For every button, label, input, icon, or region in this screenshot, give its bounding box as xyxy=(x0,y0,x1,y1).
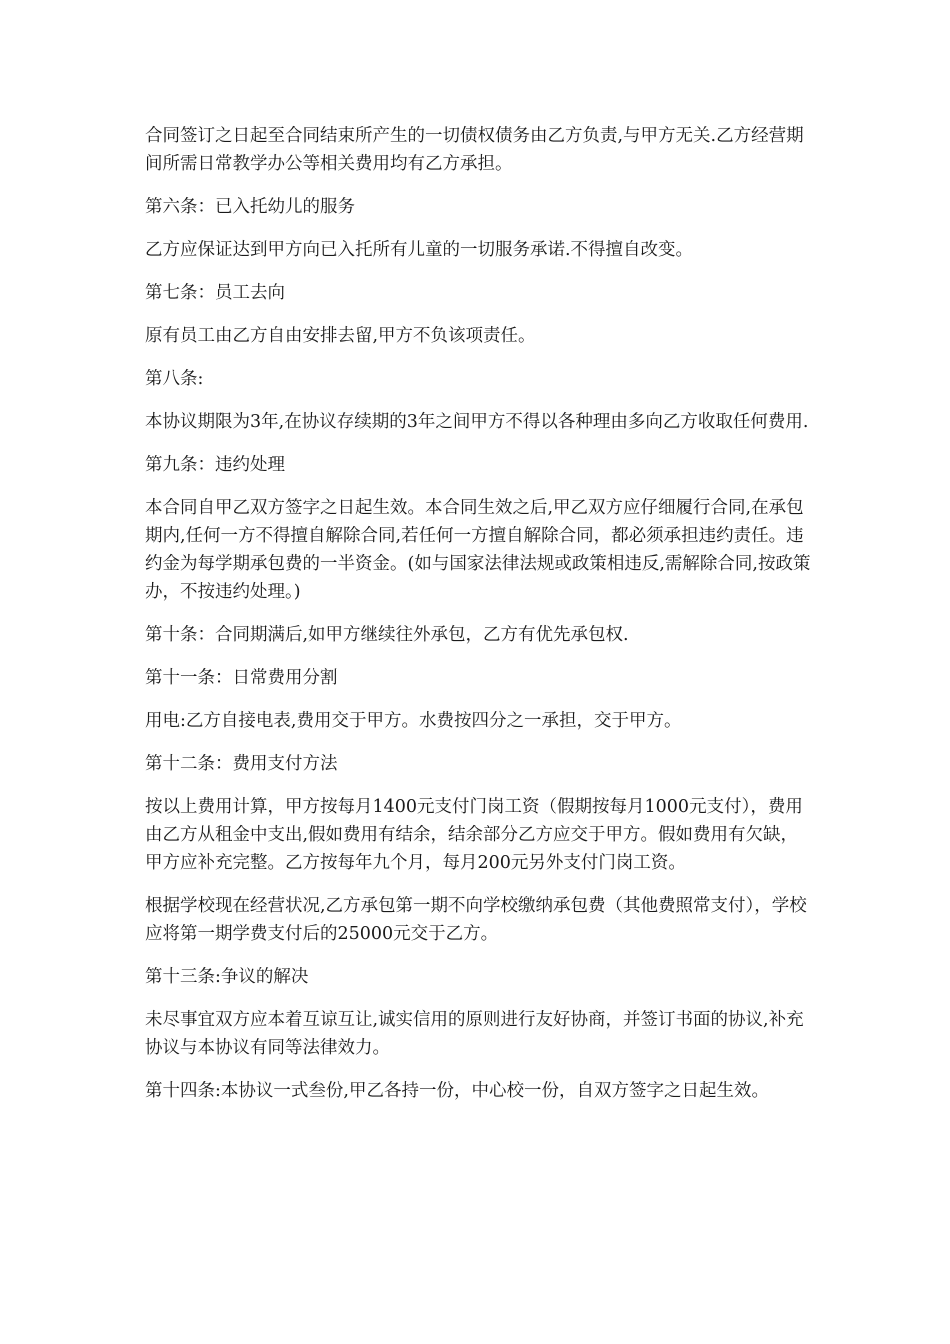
body-paragraph: 按以上费用计算，甲方按每月1400元支付门岗工资（假期按每月1000元支付），费用由乙方从租金中支出,假如费用有结余，结余部分乙方应交于甲方。假如费用有欠缺，甲方应补充完整。乙方按每年九个月，每月200元另外支付门岗工资。 xyxy=(145,797,803,873)
article-heading: 第十三条:争议的解决 xyxy=(145,967,309,987)
body-paragraph: 本协议期限为3年,在协议存续期的3年之间甲方不得以各种理由多向乙方收取任何费用. xyxy=(145,412,809,432)
article-heading: 第十四条:本协议一式叁份,甲乙各持一份，中心校一份，自双方签字之日起生效。 xyxy=(145,1081,769,1101)
article-heading: 第六条：已入托幼儿的服务 xyxy=(145,197,355,217)
body-paragraph: 本合同自甲乙双方签字之日起生效。本合同生效之后,甲乙双方应仔细履行合同,在承包期内,任何一方不得擅自解除合同,若任何一方擅自解除合同，都必须承担违约责任。违约金为每学期承包费的一半资金。(如与国家法律法规或政策相违反,需解除合同,按政策办，不按违约处理。) xyxy=(145,498,811,602)
body-paragraph: 合同签订之日起至合同结束所产生的一切债权债务由乙方负责,与甲方无关.乙方经营期间所需日常教学办公等相关费用均有乙方承担。 xyxy=(145,126,804,174)
body-paragraph: 乙方应保证达到甲方向已入托所有儿童的一切服务承诺.不得擅自改变。 xyxy=(145,240,694,260)
document-page xyxy=(145,122,813,1120)
article-heading: 第七条：员工去向 xyxy=(145,283,285,303)
body-paragraph: 未尽事宜双方应本着互谅互让,诚实信用的原则进行友好协商，并签订书面的协议,补充协议与本协议有同等法律效力。 xyxy=(145,1010,804,1058)
article-heading: 第八条: xyxy=(145,369,204,389)
article-heading: 第十条：合同期满后,如甲方继续往外承包，乙方有优先承包权. xyxy=(145,625,629,645)
body-paragraph: 用电:乙方自接电表,费用交于甲方。水费按四分之一承担，交于甲方。 xyxy=(145,711,682,731)
article-heading: 第九条：违约处理 xyxy=(145,455,285,475)
article-heading: 第十二条：费用支付方法 xyxy=(145,754,338,774)
body-paragraph: 原有员工由乙方自由安排去留,甲方不负该项责任。 xyxy=(145,326,536,346)
body-paragraph: 根据学校现在经营状况,乙方承包第一期不向学校缴纳承包费（其他费照常支付），学校应将第一期学费支付后的25000元交于乙方。 xyxy=(145,896,807,944)
article-heading: 第十一条：日常费用分割 xyxy=(145,668,338,688)
